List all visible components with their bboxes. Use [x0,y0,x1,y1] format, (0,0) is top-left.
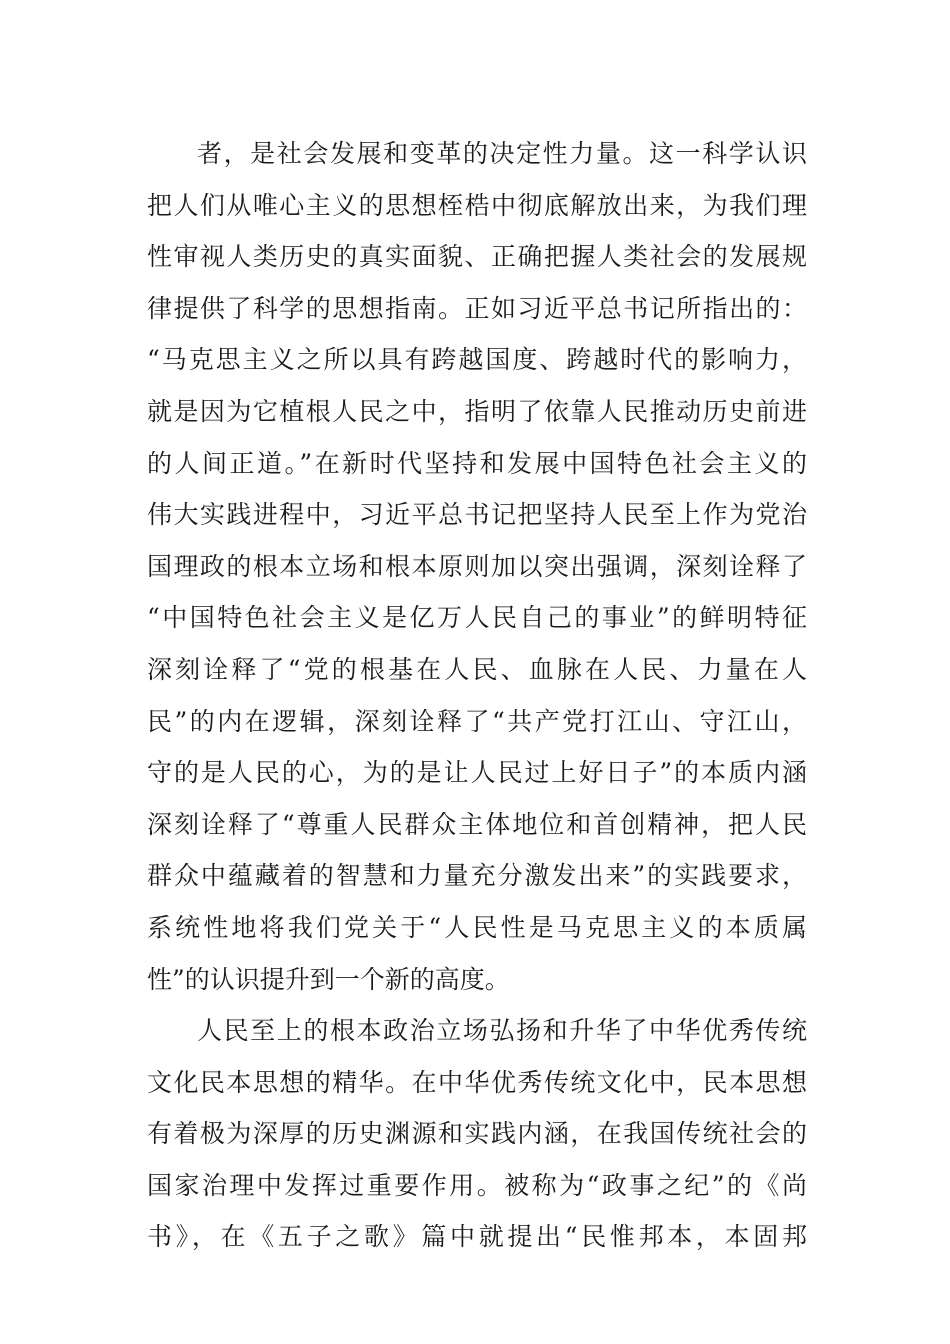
text-line: 者，是社会发展和变革的决定性力量。这一科学认识 [197,139,807,168]
text-line: 律提供了科学的思想指南。正如习近平总书记所指出的： [147,293,807,323]
text-line: 人民至上的根本政治立场弘扬和升华了中华优秀传统 [197,1016,807,1046]
text-line: 的人间正道。”在新时代坚持和发展中国特色社会主义的 [147,448,807,478]
text-line: 深刻诠释了“党的根基在人民、血脉在人民、力量在人 [147,654,807,684]
text-line: 系统性地将我们党关于“人民性是马克思主义的本质属 [147,912,807,942]
text-line: 有着极为深厚的历史渊源和实践内涵，在我国传统社会的 [147,1119,807,1149]
text-line: 国家治理中发挥过重要作用。被称为“政事之纪”的《尚 [147,1170,807,1200]
text-line: 文化民本思想的精华。在中华优秀传统文化中，民本思想 [147,1067,807,1097]
text-line: “马克思主义之所以具有跨越国度、跨越时代的影响力， [147,345,807,375]
text-line: 守的是人民的心，为的是让人民过上好日子”的本质内涵 [147,758,807,788]
text-line: 性”的认识提升到一个新的高度。 [147,964,510,994]
body-text [147,128,807,1263]
text-line: 群众中蕴藏着的智慧和力量充分激发出来”的实践要求， [147,861,807,891]
text-line: 把人们从唯心主义的思想桎梏中彻底解放出来，为我们理 [147,190,807,220]
text-line: 深刻诠释了“尊重人民群众主体地位和首创精神，把人民 [147,809,807,839]
text-line: 性审视人类历史的真实面貌、正确把握人类社会的发展规 [147,242,807,272]
text-line: 伟大实践进程中，习近平总书记把坚持人民至上作为党治 [147,500,807,530]
text-line: “中国特色社会主义是亿万人民自己的事业”的鲜明特征 [147,603,807,633]
text-line: 国理政的根本立场和根本原则加以突出强调，深刻诠释了 [147,551,807,581]
text-line: 民”的内在逻辑，深刻诠释了“共产党打江山、守江山， [147,706,807,736]
text-line: 书》，在《五子之歌》篇中就提出“民惟邦本，本固邦 [147,1222,807,1252]
text-line: 就是因为它植根人民之中，指明了依靠人民推动历史前进 [147,396,807,426]
